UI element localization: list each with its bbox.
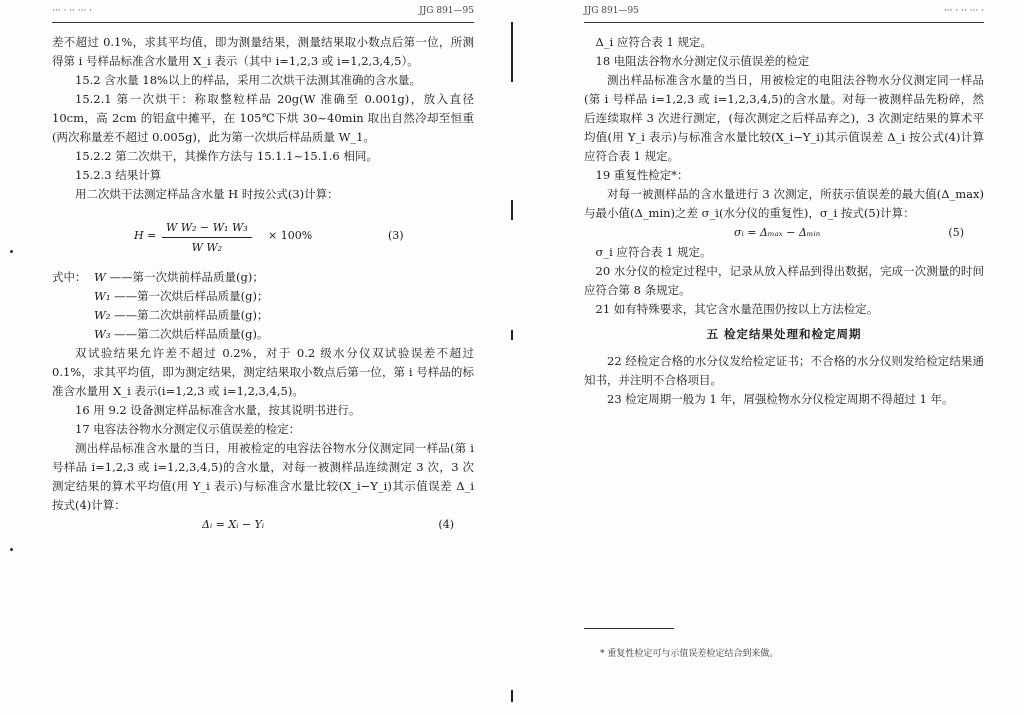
formula-3-number: (3) (388, 229, 404, 242)
paragraph: 16 用 9.2 设备测定样品标准含水量，按其说明书进行。 (75, 403, 361, 417)
paragraph: 17 电容法谷物水分测定仪示值误差的检定： (75, 422, 301, 436)
legend-intro: 式中： (52, 270, 87, 284)
legend-row (52, 325, 474, 344)
paragraph: 22 经检定合格的水分仪发给检定证书；不合格的水分仪则发给检定结果通知书，并注明不合格项目。 (584, 354, 984, 387)
legend-symbol: W (94, 270, 106, 284)
formula-4 (52, 515, 474, 535)
binding-hole-mark (10, 548, 13, 551)
left-header-standard-code: JJG 891—95 (419, 6, 474, 16)
footnote-rule (584, 628, 674, 629)
legend-row (52, 306, 474, 325)
section-title: 五 检定结果处理和检定周期 (706, 327, 862, 341)
formula-3-fraction (162, 218, 252, 257)
right-header-standard-code: JJG 891—95 (584, 6, 639, 16)
binding-hole-mark (10, 250, 13, 253)
legend-symbol: W₁ (94, 289, 111, 303)
paragraph: 18 电阻法谷物水分测定仪示值误差的检定 (595, 54, 810, 68)
formula-3-lhs: H = (134, 229, 157, 242)
left-page-header (52, 0, 474, 23)
formula-3-tail: × 100% (268, 229, 313, 242)
legend-desc: ——第一次烘前样品质量(g)； (109, 270, 264, 284)
paragraph: 19 重复性检定*： (595, 168, 689, 182)
paragraph: 测出样品标准含水量的当日，用被检定的电阻法谷物水分仪测定同一样品(第 i 号样品 i=1,2,3 或 i=1,2,3,4,5)的含水量。对每一被测样品先粉碎，然后连续取样 3 次进行测定，(每次测定之后样品弃之)，3 次测定结果的算术平均值(用 Y_i 表示)与标准含水量比较(X_i−Y_i)其示值误差 Δ_i 按公式(4)计算应符合表 1 规定。 (584, 73, 984, 163)
legend-symbol: W₂ (94, 308, 111, 322)
formula-5-expression: σᵢ = Δₘₐₓ − Δₘᵢₙ (734, 226, 821, 239)
paragraph: 15.2.1 第一次烘干：称取整粒样品 20g(W 准确至 0.001g)，放入直径 10cm，高 2cm 的铝盒中摊平，在 105℃下烘 30~40min 取出自然冷却至恒重(两次称量差不超过 0.005g)，此为第一次烘后样品质量 W_1。 (52, 92, 474, 144)
formula-3-numerator: W W₂ − W₁ W₃ (162, 218, 252, 238)
right-header-right: ··· · ·· ··· · (943, 6, 984, 16)
paragraph: σ_i 应符合表 1 规定。 (595, 245, 712, 259)
formula-5 (584, 223, 984, 243)
legend-row (52, 287, 474, 306)
paragraph: 用二次烘干法测定样品含水量 H 时按公式(3)计算： (75, 187, 339, 201)
legend-desc: ——第二次烘前样品质量(g)； (114, 308, 269, 322)
paragraph: 15.2 含水量 18%以上的样品，采用二次烘干法测其准确的含水量。 (75, 73, 421, 87)
formula-4-number: (4) (438, 518, 454, 531)
paragraph: 15.2.2 第二次烘干，其操作方法与 15.1.1~15.1.6 相同。 (75, 149, 378, 163)
formula-3-denominator: W W₂ (191, 241, 223, 254)
right-page-header (584, 0, 984, 23)
formula-5-number: (5) (948, 226, 964, 239)
footnote: * 重复性检定可与示值误差检定结合到来做。 (600, 649, 779, 659)
legend-desc: ——第二次烘后样品质量(g)。 (114, 327, 269, 341)
paragraph: 21 如有特殊要求，其它含水量范围仍按以上方法检定。 (595, 302, 879, 316)
right-page (512, 0, 1024, 715)
paragraph: 双试验结果允许差不超过 0.2%，对于 0.2 级水分仪双试验误差不超过 0.1%，求其平均值，即为测定结果，测定结果取小数点后第一位，第 i 号样品的标准含水量用 X_i 表示(i=1,2,3 或 i=1,2,3,4,5)。 (52, 346, 474, 398)
formula-4-expression: Δᵢ = Xᵢ − Yᵢ (202, 518, 265, 531)
paragraph: 测出样品标准含水量的当日，用被检定的电容法谷物水分仪测定同一样品(第 i 号样品 i=1,2,3 或 i=1,2,3,4,5)的含水量，对每一被测样品连续测定 3 次，3 次测定结果的算术平均值(用 Y_i 表示)与标准含水量比较(X_i−Y_i)其示值误差 Δ_i 按式(4)计算： (52, 441, 474, 512)
legend-desc: ——第一次烘后样品质量(g)； (114, 289, 269, 303)
paragraph: 对每一被测样品的含水量进行 3 次测定，所获示值误差的最大值(Δ_max)与最小值(Δ_min)之差 σ_i(水分仪的重复性)，σ_i 按式(5)计算： (584, 187, 984, 220)
legend-intro-row (52, 268, 474, 287)
legend-symbol: W₃ (94, 327, 111, 341)
formula-3 (52, 216, 474, 254)
left-header-left: ··· · ·· ··· · (52, 6, 93, 16)
paragraph: 20 水分仪的检定过程中，记录从放入样品到得出数据，完成一次测量的时间应符合第 8 条规定。 (584, 264, 984, 297)
paragraph: 差不超过 0.1%，求其平均值，即为测量结果，测量结果取小数点后第一位，所测得第 i 号样品标准含水量用 X_i 表示（其中 i=1,2,3 或 i=1,2,3,4,5）。 (52, 35, 474, 68)
paragraph: 23 检定周期一般为 1 年，屑强检物水分仪检定周期不得超过 1 年。 (607, 392, 954, 406)
paragraph: 15.2.3 结果计算 (75, 168, 162, 182)
paragraph: Δ_i 应符合表 1 规定。 (595, 35, 713, 49)
